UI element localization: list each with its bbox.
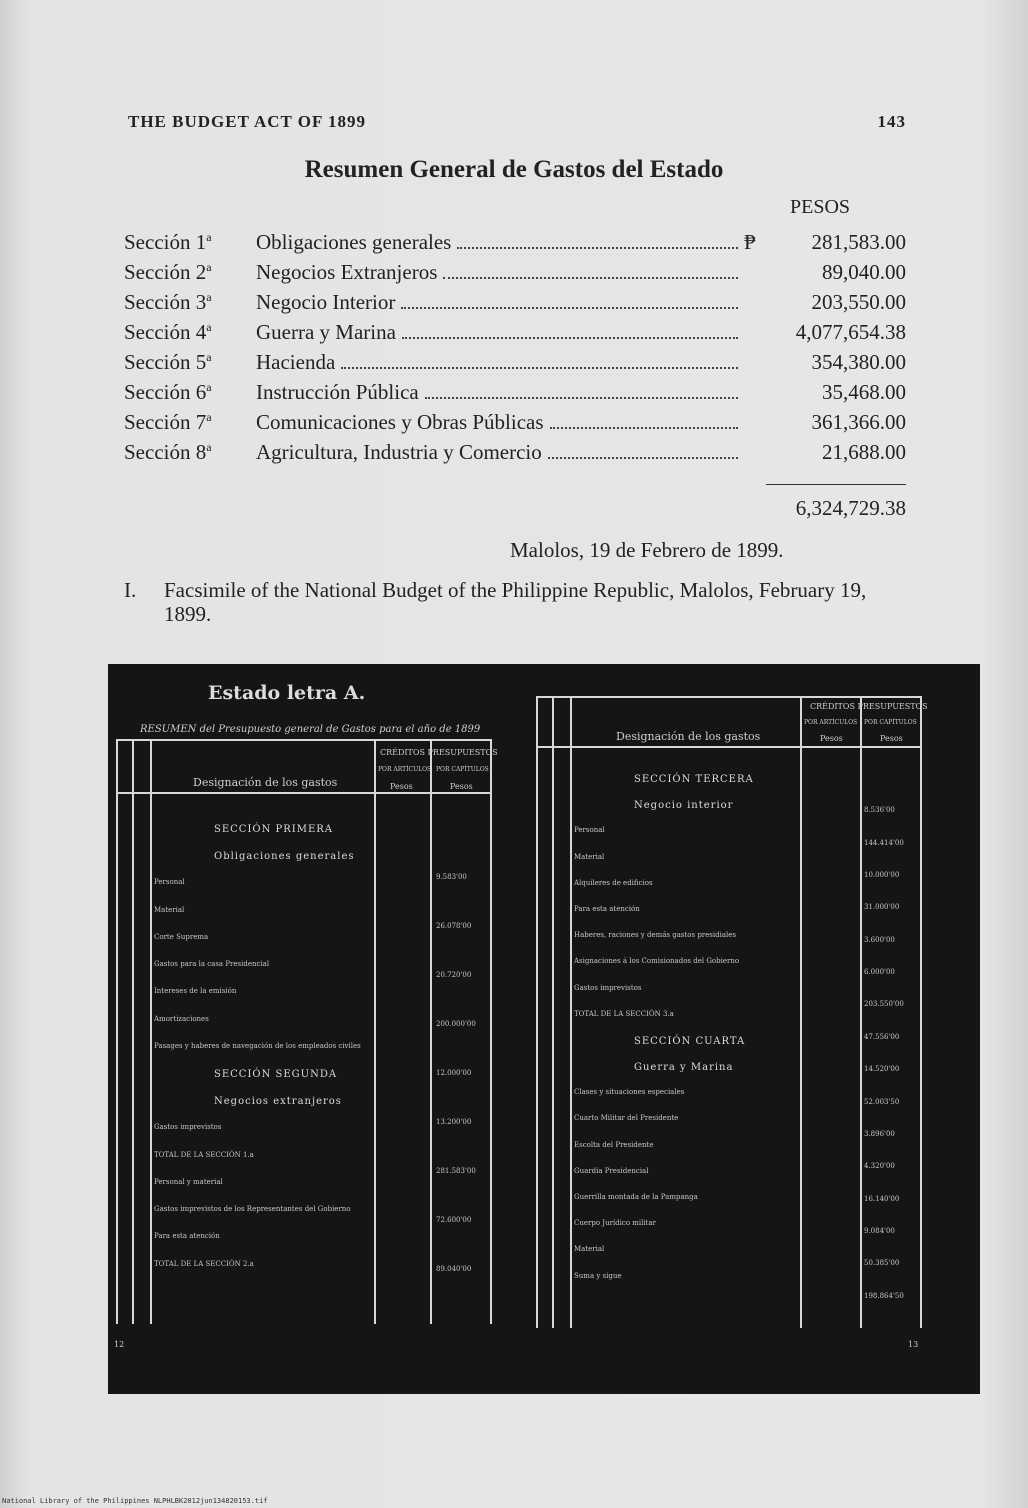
facsimile-line-item: TOTAL DE LA SECCIÓN 2.a	[154, 1260, 254, 1268]
section-label: Sección 1$^a$	[124, 230, 212, 254]
left-creditos-header: CRÉDITOS PRESUPUESTOS	[380, 748, 498, 757]
budget-summary-table	[124, 230, 906, 470]
section-amount: 281,583.00	[811, 230, 906, 254]
section-amount: 354,380.00	[811, 350, 906, 374]
section-description: Hacienda	[256, 350, 336, 374]
facsimile-line-item: Material	[574, 1245, 605, 1253]
section-label: Sección 7$^a$	[124, 410, 212, 434]
budget-row	[124, 410, 906, 440]
section-label: Sección 6$^a$	[124, 380, 212, 404]
left-pesos-1: Pesos	[390, 782, 413, 791]
right-page-number: 13	[908, 1340, 919, 1349]
facsimile-value: 200.000'00	[436, 1020, 476, 1028]
facsimile-line-item: TOTAL DE LA SECCIÓN 3.a	[574, 1010, 674, 1018]
facsimile-section-heading: SECCIÓN PRIMERA	[214, 824, 334, 835]
facsimile-value: 31.000'00	[864, 903, 900, 911]
section-amount: 21,688.00	[822, 440, 906, 464]
total-rule	[766, 484, 906, 485]
section-amount: 89,040.00	[822, 260, 906, 284]
section-label: Sección 3$^a$	[124, 290, 212, 314]
right-col-line	[860, 696, 862, 1328]
facsimile-line-item: Guardia Presidencial	[574, 1167, 649, 1175]
section-label: Sección 8$^a$	[124, 440, 212, 464]
facsimile-line-item: Gastos imprevistos	[574, 984, 642, 992]
section-description: Instrucción Pública	[256, 380, 419, 404]
facsimile-line-item: Intereses de la emisión	[154, 987, 237, 995]
facsimile-line-item: TOTAL DE LA SECCIÓN 1.a	[154, 1151, 254, 1159]
page-number: 143	[877, 112, 906, 131]
facsimile-value: 10.000'00	[864, 871, 900, 879]
table-title: Resumen General de Gastos del Estado	[304, 156, 724, 183]
facsimile-line-item: Haberes, raciones y demás gastos presidiales	[574, 931, 736, 939]
facsimile-value: 72.600'00	[436, 1216, 472, 1224]
right-col-line	[800, 696, 802, 1328]
right-creditos-header: CRÉDITOS PRESUPUESTOS	[810, 702, 928, 711]
left-col-line	[430, 739, 432, 1324]
facsimile-value: 13.200'00	[436, 1118, 472, 1126]
facsimile-line-item: Personal	[574, 826, 605, 834]
scan-footer: National Library of the Philippines NLPHLBK2012jun134820153.tif	[2, 1497, 268, 1505]
section-label: Sección 2$^a$	[124, 260, 212, 284]
facsimile-line-item: Personal y material	[154, 1178, 223, 1186]
facsimile-section-heading: Obligaciones generales	[214, 851, 355, 862]
section-description: Guerra y Marina	[256, 320, 396, 344]
facsimile-image	[108, 664, 980, 1394]
caption-text: Facsimile of the National Budget of the Philippine Republic, Malolos, February 19, 1899.	[164, 578, 867, 626]
section-amount: 361,366.00	[811, 410, 906, 434]
right-header-line	[536, 746, 922, 748]
left-designacion-header: Designación de los gastos	[193, 776, 338, 789]
facsimile-value: 89.040'00	[436, 1265, 472, 1273]
left-col-line	[374, 739, 376, 1324]
facsimile-line-item: Gastos imprevistos	[154, 1123, 222, 1131]
facsimile-value: 8.536'00	[864, 806, 895, 814]
facsimile-line-item: Personal	[154, 878, 185, 886]
place-date: Malolos, 19 de Febrero de 1899.	[510, 538, 784, 562]
facsimile-line-item: Pasages y haberes de navegación de los empleados civiles	[154, 1042, 361, 1050]
right-por-articulos: POR ARTÍCULOS	[804, 719, 858, 726]
facsimile-value: 26.078'00	[436, 922, 472, 930]
facsimile-section-heading: SECCIÓN SEGUNDA	[214, 1069, 338, 1080]
section-amount: 35,468.00	[822, 380, 906, 404]
facsimile-title: Estado letra A.	[208, 682, 366, 704]
left-por-articulos: POR ARTÍCULOS	[378, 766, 432, 773]
caption-number: I.	[124, 578, 137, 602]
facsimile-value: 50.385'00	[864, 1259, 900, 1267]
facsimile-line-item: Asignaciones á los Comisionados del Gobierno	[574, 957, 740, 965]
facsimile-value: 3.600'00	[864, 936, 895, 944]
facsimile-line-item: Amortizaciones	[154, 1015, 209, 1023]
facsimile-line-item: Para esta atención	[154, 1232, 220, 1240]
dot-leader	[425, 397, 738, 399]
right-designacion-header: Designación de los gastos	[616, 730, 761, 743]
dot-leader	[457, 247, 738, 249]
facsimile-value: 6.000'00	[864, 968, 895, 976]
facsimile-value: 47.556'00	[864, 1033, 900, 1041]
facsimile-section-heading: Guerra y Marina	[634, 1062, 734, 1073]
right-pesos-2: Pesos	[880, 734, 903, 743]
dot-leader	[402, 337, 738, 339]
section-description: Negocios Extranjeros	[256, 260, 438, 284]
facsimile-line-item: Cuarto Militar del Presidente	[574, 1114, 679, 1122]
left-top-line	[116, 739, 492, 741]
left-por-capitulos: POR CAPÍTULOS	[436, 766, 489, 773]
left-header-line	[116, 792, 492, 794]
dot-leader	[548, 457, 738, 459]
right-col-line	[552, 696, 554, 1328]
facsimile-line-item: Cuerpo Jurídico militar	[574, 1219, 656, 1227]
section-amount: 203,550.00	[811, 290, 906, 314]
left-col-line	[150, 739, 152, 1324]
section-label: Sección 4$^a$	[124, 320, 212, 344]
dot-leader	[443, 277, 738, 279]
facsimile-value: 9.084'00	[864, 1227, 895, 1235]
running-header	[128, 112, 906, 132]
budget-row	[124, 350, 906, 380]
section-description: Agricultura, Industria y Comercio	[256, 440, 542, 464]
facsimile-value: 14.520'00	[864, 1065, 900, 1073]
currency-symbol: ₱	[744, 230, 756, 254]
budget-row	[124, 440, 906, 470]
facsimile-line-item: Corte Suprema	[154, 933, 209, 941]
right-por-capitulos: POR CAPÍTULOS	[864, 719, 917, 726]
left-page-number: 12	[114, 1340, 125, 1349]
budget-row	[124, 290, 906, 320]
facsimile-line-item: Suma y sigue	[574, 1272, 622, 1280]
facsimile-value: 12.000'00	[436, 1069, 472, 1077]
budget-row	[124, 260, 906, 290]
section-label: Sección 5$^a$	[124, 350, 212, 374]
facsimile-value: 20.720'00	[436, 971, 472, 979]
budget-row	[124, 230, 906, 260]
right-top-line	[536, 696, 922, 698]
column-header-pesos: PESOS	[790, 196, 851, 218]
facsimile-section-heading: SECCIÓN CUARTA	[634, 1036, 746, 1047]
facsimile-value: 203.550'00	[864, 1000, 904, 1008]
facsimile-line-item: Gastos imprevistos de los Representantes del Gobierno	[154, 1205, 351, 1213]
facsimile-line-item: Alquileres de edificios	[574, 879, 653, 887]
facsimile-value: 52.003'50	[864, 1098, 900, 1106]
facsimile-value: 16.140'00	[864, 1195, 900, 1203]
facsimile-line-item: Clases y situaciones especiales	[574, 1088, 685, 1096]
facsimile-line-item: Material	[154, 906, 185, 914]
facsimile-value: 9.583'00	[436, 873, 467, 881]
section-amount: 4,077,654.38	[795, 320, 906, 344]
section-description: Negocio Interior	[256, 290, 396, 314]
grand-total: 6,324,729.38	[795, 496, 906, 520]
dot-leader	[550, 427, 738, 429]
facsimile-section-heading: SECCIÓN TERCERA	[634, 774, 754, 785]
facsimile-subtitle: RESUMEN del Presupuesto general de Gastos para el año de 1899	[140, 724, 481, 735]
section-description: Obligaciones generales	[256, 230, 452, 254]
right-pesos-1: Pesos	[820, 734, 843, 743]
facsimile-line-item: Guerrilla montada de la Pampanga	[574, 1193, 698, 1201]
budget-row	[124, 320, 906, 350]
facsimile-section-heading: Negocio interior	[634, 800, 734, 811]
right-frame-line	[920, 696, 922, 1328]
dot-leader	[341, 367, 738, 369]
facsimile-line-item: Gastos para la casa Presidencial	[154, 960, 270, 968]
facsimile-value: 144.414'00	[864, 839, 904, 847]
right-frame-line	[536, 696, 538, 1328]
left-frame-line	[116, 739, 118, 1324]
facsimile-value: 4.320'00	[864, 1162, 895, 1170]
facsimile-line-item: Para esta atención	[574, 905, 640, 913]
left-col-line	[132, 739, 134, 1324]
dot-leader	[401, 307, 738, 309]
facsimile-line-item: Material	[574, 853, 605, 861]
facsimile-section-heading: Negocios extranjeros	[214, 1096, 342, 1107]
figure-caption	[124, 578, 906, 626]
left-pesos-2: Pesos	[450, 782, 473, 791]
facsimile-value: 198.864'50	[864, 1292, 904, 1300]
section-description: Comunicaciones y Obras Públicas	[256, 410, 544, 434]
facsimile-line-item: Escolta del Presidente	[574, 1141, 654, 1149]
right-col-line	[570, 696, 572, 1328]
facsimile-value: 3.896'00	[864, 1130, 895, 1138]
facsimile-value: 281.583'00	[436, 1167, 476, 1175]
running-title: THE BUDGET ACT OF 1899	[128, 112, 367, 131]
left-frame-line	[490, 739, 492, 1324]
budget-row	[124, 380, 906, 410]
